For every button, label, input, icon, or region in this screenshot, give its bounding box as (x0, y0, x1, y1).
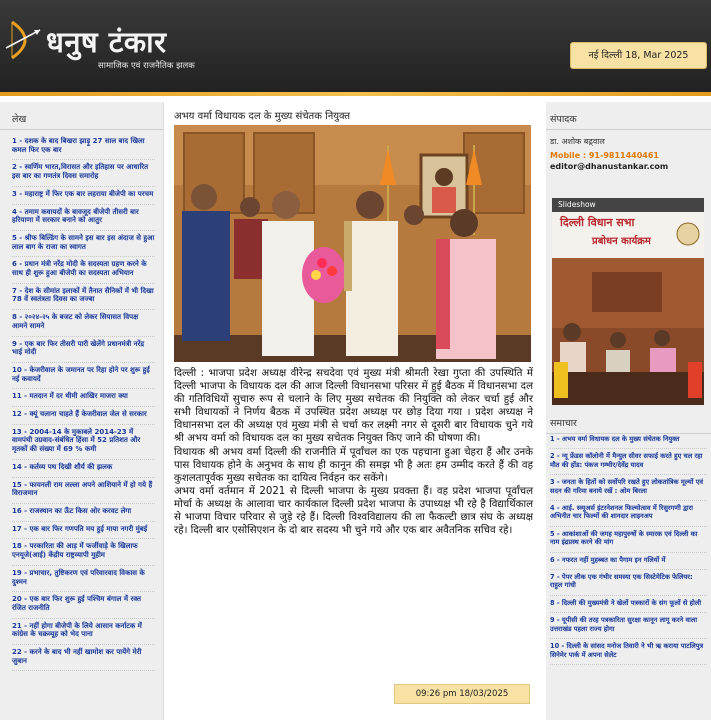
news-link[interactable]: 5 - आकांशाओं की जगह महापुरुषों के स्मारक एवं दिल्ली का नाम इंद्रप्रस्थ करने की मांग (550, 527, 707, 553)
right-sidebar (546, 102, 711, 720)
article-link[interactable]: 6 - प्रधान मंत्री नरेंद्र मोदी के सदस्यता ग्रहण करने के साथ ही शुरू हुआ बीजेपी का सदस्यता अभियान (12, 257, 155, 283)
article-link[interactable]: 2 - स्वर्णिम भारत,विरासत और इतिहास पर आधारित इस बार का गणतंत्र दिवस समारोह (12, 160, 155, 186)
bow-and-arrow-logo-icon[interactable] (4, 18, 44, 62)
slide-banner-subtitle: प्रबोधन कार्यक्रम (592, 236, 651, 247)
news-link[interactable]: 7 - पेपर लीक एक गंभीर समस्या एक सिस्टेमेटिक फेलियर: राहुल गांधी (550, 570, 707, 596)
news-link[interactable]: 9 - यूपीसी की तरह पत्रकारिता सुरक्षा कानून लागू करने वाला उत्तराखंड पहला राज्य होगा (550, 613, 707, 639)
editor-name: डा. अशोक बढ़्वाल (550, 137, 605, 146)
slideshow-label: Slideshow (552, 198, 704, 212)
site-name[interactable]: धनुष टंकार (46, 25, 167, 59)
slideshow-image[interactable] (552, 212, 704, 405)
article-link[interactable]: 1 - दशक के बाद बिखरा झाड़ू 27 साल बाद खिला कमल फिर एक बार (12, 134, 155, 160)
article-link[interactable]: 11 - मतदान में दर थीमी आखिर माजरा क्या (12, 389, 155, 407)
article-link[interactable]: 8 - २०२४-२५ के बजट को लेकर सियासत विपक्ष आमने सामने (12, 310, 155, 336)
site-tagline: सामाजिक एवं राजनैतिक झलक (98, 61, 195, 71)
article-paragraph: दिल्ली : भाजपा प्रदेश अध्यक्ष वीरेन्द्र सचदेवा एवं मुख्य मंत्री श्रीमती रेखा गुप्ता की उपस्थिति में दिल्ली भाजपा के विधायक दल की आज दिल्ली विधानसभा परिसर में हुई बैठक में विधानसभा दल की गतिविधियों सुचारु रूप से चलाने के लिए मुख्य सचेतक की नियुक्ति को लेकर चर्चा हुई और सभी विधायकों ने निर्णय बैठक में उपस्थित प्रदेश अध्यक्ष पर छोड़ दिया गया । प्रदेश अध्यक्ष ने विधानसभा दल की अध्यक्ष एवं मुख्य मंत्री से चर्चा कर लक्ष्मी नगर से दूसरी बार विधायक चुने गये श्री अभय वर्मा को विधायक दल का मुख्य सचेतक नियुक्त किए जाने की घोषणा की। (174, 368, 533, 445)
article-link[interactable]: 9 - एक बार फिर तीसरी पारी खेलेंगे प्रधानमंत्री नरेंद्र भाई मोदी (12, 337, 155, 363)
news-link[interactable]: 4 - आई. स्व्यूअर्स इंटरनेशनल फिल्मोत्सव में रिसुरगणी द्वारा अभिनीत चार फिल्मों की शानदार लाइनअप (550, 501, 707, 527)
editor-section-title: संपादक (546, 102, 711, 130)
article-link[interactable]: 21 - नहीं होगा बीजेपी के लिये आसान कर्नाटक में कांग्रेस के चक्रव्यूह को भेद पाना (12, 619, 155, 645)
news-link[interactable]: 8 - दिल्ली की मुख्यमंत्री ने खेलों पत्रकारों के संग फूलों से होली (550, 596, 707, 613)
news-list (546, 432, 711, 665)
article-link[interactable]: 15 - फायनली राम लल्ला अपने आशियाने में हो गये हैं विराजमान (12, 478, 155, 504)
article-link[interactable]: 20 - एक बार फिर शुरू हुई पश्चिम बंगाल में रक्त रंजित राजनीति (12, 592, 155, 618)
news-link[interactable]: 6 - नफरत नहीं मुहब्बत का पैगाम इन गलियों में (550, 553, 707, 570)
article-link[interactable]: 12 - क्यूं चलाना चाहते हैं केजरीवाल जेल से सरकार (12, 407, 155, 425)
article-link[interactable]: 16 - राजस्थान का ऊँट किस ओर करवट लेगा (12, 504, 155, 522)
article-link[interactable]: 5 - श्रीफ बिल्डिंग के सामने इस बार इस अंदाज से हुआ लाल बाग के राजा का स्वागत (12, 231, 155, 257)
article-link[interactable]: 4 - तमाम कवायदों के बावजूद बीजेपी तीसरी बार हरियाणा में सरकार बनाने को आतुर (12, 205, 155, 231)
article-link[interactable]: 13 - 2004-14 के मुकाबले 2014-23 में वामपंथी उग्रवाद-संबंधित हिंसा में 52 प्रतिशत और मृतकों की संख्या में 69 % कमी (12, 425, 155, 460)
article-timestamp: 09:26 pm 18/03/2025 (394, 684, 530, 704)
article-body (174, 367, 533, 537)
header-divider (0, 92, 711, 96)
news-link[interactable]: 3 - जनता के हितों को सर्वोपरि रखते हुए लोकतांत्रिक मूल्यों एवं सदन की गरिमा बनाये रखें : ओम बिरला (550, 475, 707, 501)
news-link[interactable]: 10 - दिल्ली के सांसद मनोज तिवारी ने भी ऋ कराया पाटलिपुत्र सिनेमेर पार्क में अपना सेलेट (550, 639, 707, 665)
article-link[interactable]: 10 - केजरीवाल के जमानत पर रिहा होने पर शुरू हुई नई कवायदें (12, 363, 155, 389)
editor-mobile: Mobile : 91-9811440461 (550, 151, 659, 160)
articles-sidebar (0, 102, 164, 720)
date-display: नई दिल्ली 18, Mar 2025 (570, 42, 707, 69)
site-header (0, 0, 711, 92)
articles-list (0, 130, 163, 671)
news-link[interactable]: 1 - अभय वर्मा विधायक दल के मुख्य संचेतक नियुक्त (550, 432, 707, 449)
article-link[interactable]: 17 - एक बार फिर गणपति मय हुई माया नगरी मुंबई (12, 522, 155, 540)
article-link[interactable]: 18 - परकारिता की आड़ में फर्जीवाड़े के खिलाफ एनयूजे(आई) केंद्रीय राष्ट्रव्यापी मुहीम (12, 539, 155, 565)
article-paragraph: अभय वर्मा वर्तमान में 2021 से दिल्ली भाजपा के मुख्य प्रवक्ता हैं। वह प्रदेश भाजपा पूर्वांचल मोर्चा के अध्यक्ष के आलावा चार कार्यकाल दिल्ली प्रदेश भाजपा के उपाध्यक्ष भी रहे है विद्यार्थिकाल से भाजपा विचार परिवार से जुड़े रहे हैं। दिल्ली विश्वविद्यालय की ला फैकल्टी छात्र संघ के अध्यक्ष रहे। दिल्ली बार एसोसिएशन के दो बार सदस्य भी चुने गये और एक बार अवैतनिक सचिव रहे। (174, 485, 533, 537)
editor-info (546, 130, 711, 177)
article-paragraph: विधायक श्री अभय वर्मा दिल्ली की राजनीति में पूर्वांचल का एक पहचाना हुआ चेहरा हैं और उनके पास विधायक होने के अनुभव के साथ ही कानून की समझ भी है अतः हम उम्मीद करते हैं की वह कुशलतापूर्वक मुख्य सचेतक का दायित्व निर्वहन कर सकेंगे। (174, 446, 533, 484)
news-link[interactable]: 2 - न्यू फ्रेंडस कॉलोनी में मैन्युल सीवर सफाई करते हुए चल रहा मौत की होंड: पंकज गम्भीर/देवेंद्र यादव (550, 449, 707, 475)
article-link[interactable]: 19 - प्रभाचार, तुष्टिकरण एवं परिवारवाद विकास के दुश्मन (12, 566, 155, 592)
article-link[interactable]: 3 - महाराष्ट्र में फिर एक बार लहराया बीजेपी का परचम (12, 187, 155, 205)
articles-section-title: लेख (0, 102, 163, 130)
article-link[interactable]: 7 - देश के सीमांत इलाकों में तैनात सैनिकों में भी दिखा 78 वें स्वतंत्रता दिवस का जज्बा (12, 284, 155, 310)
article-link[interactable]: 14 - कर्तव्य पथ दिखी शौर्य की झलक (12, 460, 155, 478)
article-link[interactable]: 22 - करने के बाद भी नहीं खामोश कर पायेंगे मेरी जुबान (12, 645, 155, 671)
editor-email-link[interactable]: editor@dhanustankar.com (550, 162, 669, 171)
news-section-title: समाचार (546, 412, 711, 434)
main-article (166, 102, 540, 720)
article-title: अभय वर्मा विधायक दल के मुख्य संचेतक नियुक्त (174, 111, 351, 122)
slide-banner-title: दिल्ली विधान सभा (560, 216, 635, 229)
article-photo (174, 125, 531, 362)
